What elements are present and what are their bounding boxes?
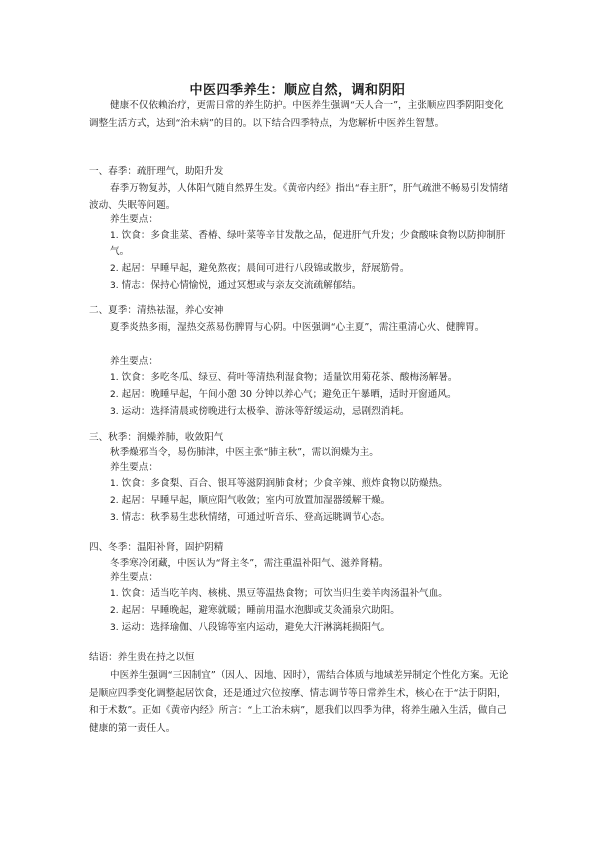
item-number: 1. — [110, 589, 119, 599]
summer-heading: 二、夏季：清热祛湿，养心安神 — [89, 305, 224, 316]
item-text: 饮食：适当吃羊肉、核桃、黑豆等温热食物；可饮当归生姜羊肉汤温补气血。 — [121, 588, 448, 599]
item-number: 1. — [110, 479, 119, 489]
winter-item-3 — [110, 620, 512, 636]
item-number: 3. — [110, 623, 119, 633]
summer-description: 夏季炎热多雨，湿热交蒸易伤脾胃与心阴。中医强调“心主夏”，需注重清心火、健脾胃。 — [110, 322, 485, 333]
summer-item-1 — [110, 370, 512, 386]
item-text: 饮食：多吃冬瓜、绿豆、荷叶等清热利湿食物；适量饮用菊花茶、酸梅汤解暑。 — [121, 372, 458, 383]
item-number: 3. — [110, 513, 119, 523]
item-text: 起居：早睡早起，顺应阳气收敛；室内可放置加湿器缓解干燥。 — [121, 495, 391, 506]
item-text: 饮食：多食梨、百合、银耳等滋阴润肺食材；少食辛辣、煎炸食物以防燥热。 — [121, 478, 448, 489]
winter-item-1 — [110, 586, 512, 602]
autumn-item-3 — [110, 510, 512, 526]
item-number: 1. — [110, 373, 119, 383]
autumn-description: 秋季燥邪当令，易伤肺津，中医主张“肺主秋”，需以润燥为主。 — [110, 447, 379, 458]
item-number: 2. — [110, 606, 119, 616]
winter-heading: 四、冬季：温阳补肾，固护阴精 — [89, 542, 224, 553]
conclusion-paragraph: 中医养生强调“三因制宜”（因人、因地、因时），需结合体质与地域差异制定个性化方案。无论是顺应四季变化调整起居饮食，还是通过穴位按摩、情志调节等日常养生术，核心在于“法于阴阳，和于术数”。正如《黄帝内经》所言：“上工治未病”，愿我们以四季为律，将养生融入生活，做自己健康的第一责任人。 — [89, 670, 509, 734]
item-number: 1. — [110, 231, 119, 241]
spring-item-1 — [110, 228, 512, 260]
autumn-item-1 — [110, 476, 512, 492]
item-text: 起居：晚睡早起，午间小憩 30 分钟以养心气；避免正午暴晒，适时开窗通风。 — [121, 389, 457, 400]
item-text: 情志：保持心情愉悦，通过冥想或与亲友交流疏解郁结。 — [121, 280, 362, 291]
summer-item-2 — [110, 387, 512, 403]
conclusion-heading: 结语：养生贵在持之以恒 — [89, 652, 195, 663]
spring-item-2 — [110, 261, 512, 277]
item-text: 饮食：多食韭菜、香椿、绿叶菜等辛甘发散之品，促进肝气升发；少食酸味食物以防抑制肝气。 — [110, 230, 506, 257]
winter-points-label: 养生要点： — [110, 572, 158, 583]
item-number: 2. — [110, 496, 119, 506]
item-number: 2. — [110, 264, 119, 274]
summer-item-3 — [110, 404, 512, 420]
item-text: 运动：选择瑜伽、八段锦等室内运动，避免大汗淋漓耗损阳气。 — [121, 622, 391, 633]
intro-paragraph: 健康不仅依赖治疗，更需日常的养生防护。中医养生强调“天人合一”，主张顺应四季阴阳变化调整生活方式，达到“治未病”的目的。以下结合四季特点，为您解析中医养生智慧。 — [89, 100, 504, 129]
winter-description: 冬季寒冷闭藏，中医认为“肾主冬”，需注重温补阳气、滋养肾精。 — [110, 558, 389, 569]
item-text: 起居：早睡晚起，避寒就暖；睡前用温水泡脚或艾灸涌泉穴助阳。 — [121, 605, 400, 616]
spring-description: 春季万物复苏，人体阳气随自然界生发。《黄帝内经》指出“春主肝”，肝气疏泄不畅易引发情绪波动、失眠等问题。 — [89, 183, 509, 211]
document-title: 中医四季养生：顺应自然，调和阴阳 — [189, 83, 406, 98]
item-text: 起居：早睡早起，避免熬夜；晨间可进行八段锦或散步，舒展筋骨。 — [121, 263, 410, 274]
autumn-item-2 — [110, 493, 512, 509]
item-number: 2. — [110, 390, 119, 400]
spring-points-label: 养生要点： — [110, 214, 158, 225]
item-text: 情志：秋季易生悲秋情绪，可通过听音乐、登高远眺调节心态。 — [121, 512, 391, 523]
autumn-points-label: 养生要点： — [110, 462, 158, 473]
item-text: 运动：选择清晨或傍晚进行太极拳、游泳等舒缓运动，忌剧烈消耗。 — [121, 406, 410, 417]
spring-item-3 — [110, 278, 512, 294]
summer-points-label: 养生要点： — [110, 356, 158, 367]
autumn-heading: 三、秋季：润燥养肺，收敛阳气 — [89, 432, 224, 443]
item-number: 3. — [110, 407, 119, 417]
spring-heading: 一、春季：疏肝理气，助阳升发 — [89, 166, 224, 177]
winter-item-2 — [110, 603, 512, 619]
item-number: 3. — [110, 281, 119, 291]
